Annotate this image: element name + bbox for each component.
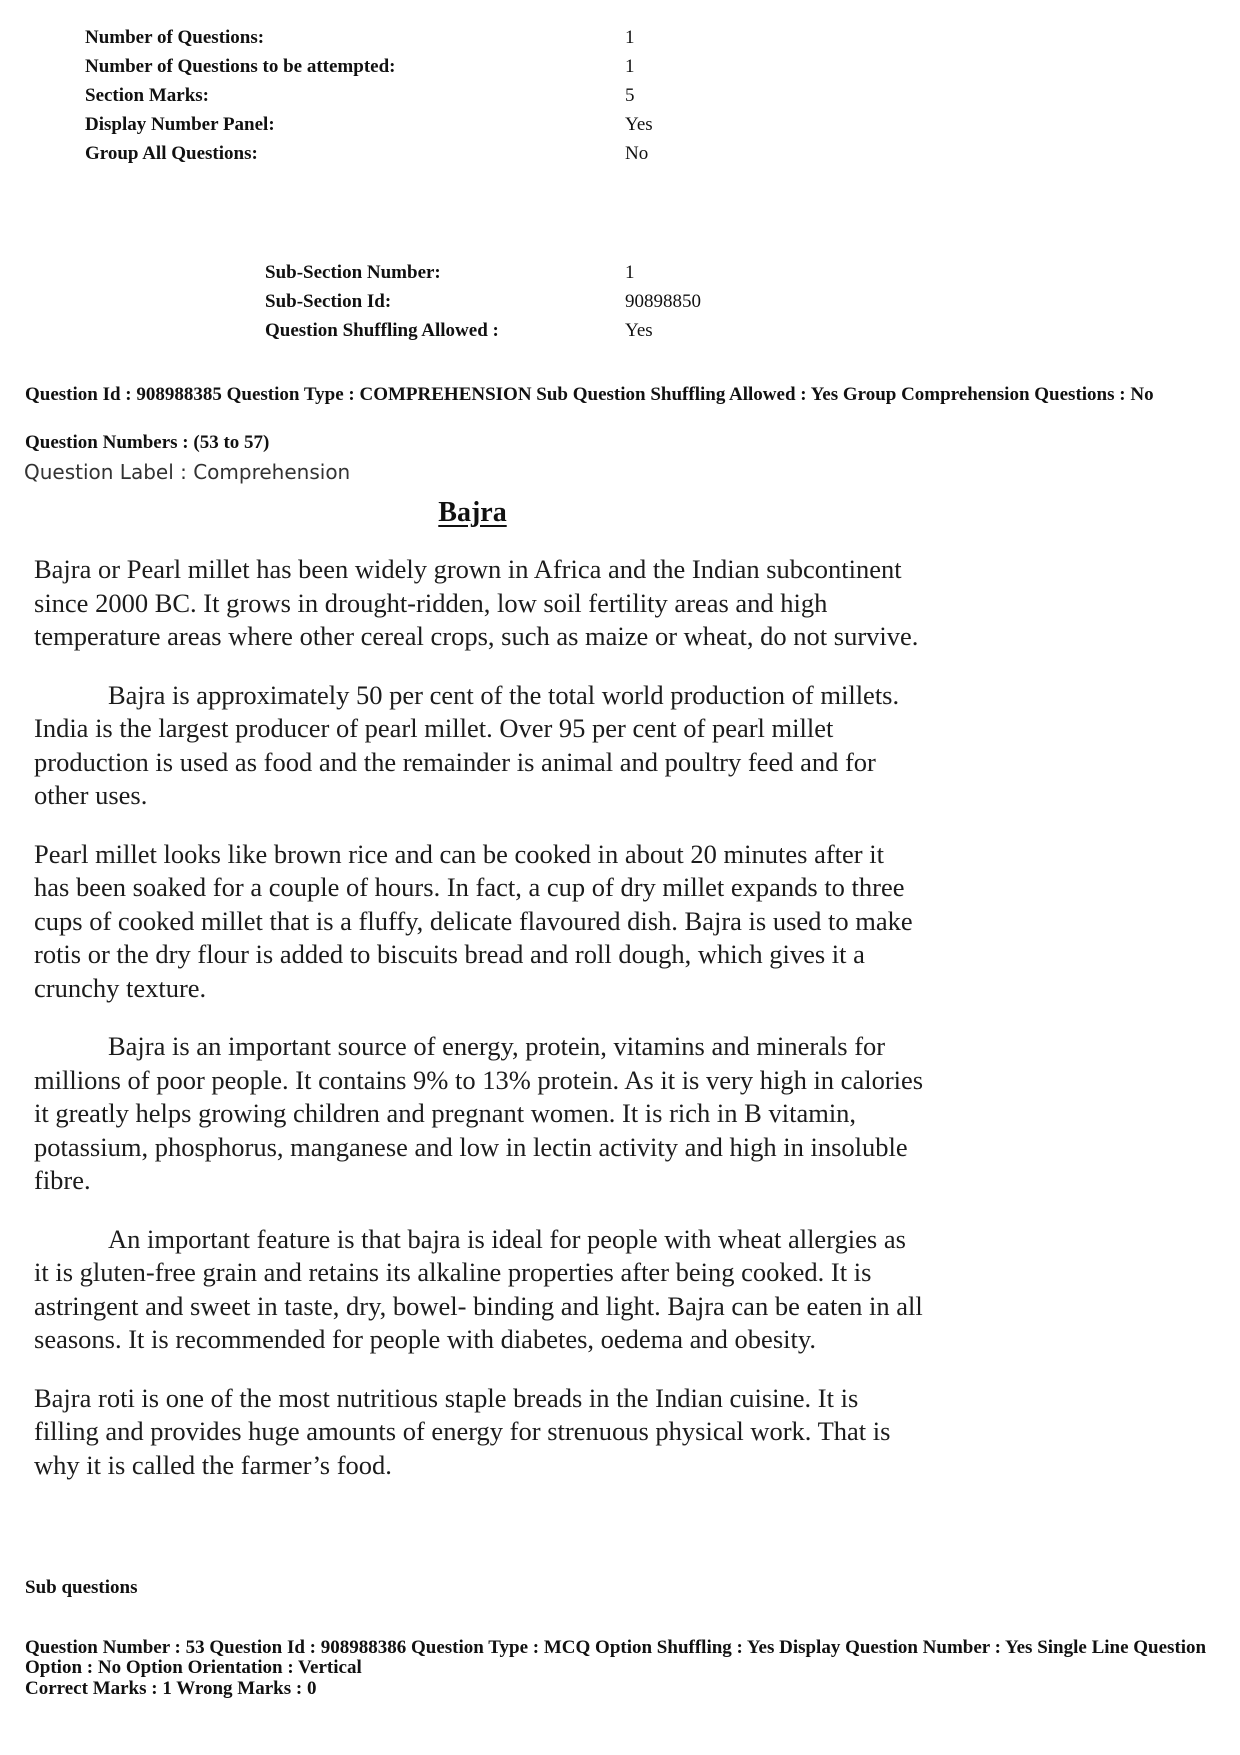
question-numbers: Question Numbers : (53 to 57) xyxy=(25,432,270,453)
subsection-meta-table xyxy=(265,262,701,349)
meta-row xyxy=(85,27,653,56)
meta-value: No xyxy=(625,143,649,164)
passage-title: Bajra xyxy=(438,497,507,528)
meta-value: 1 xyxy=(625,56,635,77)
meta-row xyxy=(265,291,701,320)
meta-label: Number of Questions: xyxy=(85,27,265,48)
meta-label: Group All Questions: xyxy=(85,143,258,164)
meta-row xyxy=(85,143,653,172)
meta-row xyxy=(85,56,653,85)
meta-row xyxy=(265,320,701,349)
passage-paragraph: Bajra roti is one of the most nutritious staple breads in the Indian cuisine. It is filling and provides huge amounts of energy for strenuous physical work. That is why it is called the farmer’s food. xyxy=(34,1382,891,1480)
meta-row xyxy=(85,85,653,114)
passage-paragraph: Pearl millet looks like brown rice and can be cooked in about 20 minutes after it has been soaked for a couple of hours. In fact, a cup of dry millet expands to three cups of cooked millet that is a fluffy, delicate flavoured dish. Bajra is used to make rotis or the dry flour is added to biscuits bread and roll dough, which gives it a crunchy texture. xyxy=(34,838,913,1003)
question-header: Question Id : 908988385 Question Type : COMPREHENSION Sub Question Shuffling Allowed : Yes Group Comprehension Questions : No xyxy=(25,384,1154,405)
meta-row xyxy=(265,262,701,291)
meta-label: Question Shuffling Allowed : xyxy=(265,320,499,341)
meta-value: 5 xyxy=(625,85,635,106)
meta-value: Yes xyxy=(625,320,653,341)
meta-row xyxy=(85,114,653,143)
meta-label: Sub-Section Id: xyxy=(265,291,392,312)
section-meta-table xyxy=(85,27,653,172)
meta-label: Number of Questions to be attempted: xyxy=(85,56,396,77)
meta-value: 1 xyxy=(625,27,635,48)
sub-question-marks: Correct Marks : 1 Wrong Marks : 0 xyxy=(25,1678,317,1699)
meta-label: Display Number Panel: xyxy=(85,114,275,135)
meta-value: 1 xyxy=(625,262,635,283)
passage xyxy=(34,553,924,1507)
meta-label: Sub-Section Number: xyxy=(265,262,441,283)
passage-paragraph: Bajra or Pearl millet has been widely grown in Africa and the Indian subcontinent since 2000 BC. It grows in drought-ridden, low soil fertility areas and high temperature areas where other cereal crops, such as maize or wheat, do not survive. xyxy=(34,554,919,651)
passage-paragraph: Bajra is approximately 50 per cent of the total world production of millets. India is the largest producer of pearl millet. Over 95 per cent of pearl millet production is used as food and the remainder is animal and poultry feed and for other uses. xyxy=(34,679,900,810)
passage-paragraph: Bajra is an important source of energy, protein, vitamins and minerals for millions of poor people. It contains 9% to 13% protein. As it is very high in calories it greatly helps growing children and pregnant women. It is rich in B vitamin, potassium, phosphorus, manganese and low in lectin activity and high in insoluble fibre. xyxy=(34,1031,924,1195)
meta-label: Section Marks: xyxy=(85,85,210,106)
sub-question-header: Question Number : 53 Question Id : 908988386 Question Type : MCQ Option Shuffling : Yes Display Question Number : Yes Single Line Question Option : No Option Orientation : Vertical xyxy=(25,1637,1207,1678)
passage-paragraph: An important feature is that bajra is ideal for people with wheat allergies as it is gluten-free grain and retains its alkaline properties after being cooked. It is astringent and sweet in taste, dry, bowel- binding and light. Bajra can be eaten in all seasons. It is recommended for people with diabetes, oedema and obesity. xyxy=(34,1223,923,1354)
question-label: Question Label : Comprehension xyxy=(24,460,351,484)
sub-questions-heading: Sub questions xyxy=(25,1577,138,1598)
meta-value: Yes xyxy=(625,114,653,135)
meta-value: 90898850 xyxy=(625,291,701,312)
